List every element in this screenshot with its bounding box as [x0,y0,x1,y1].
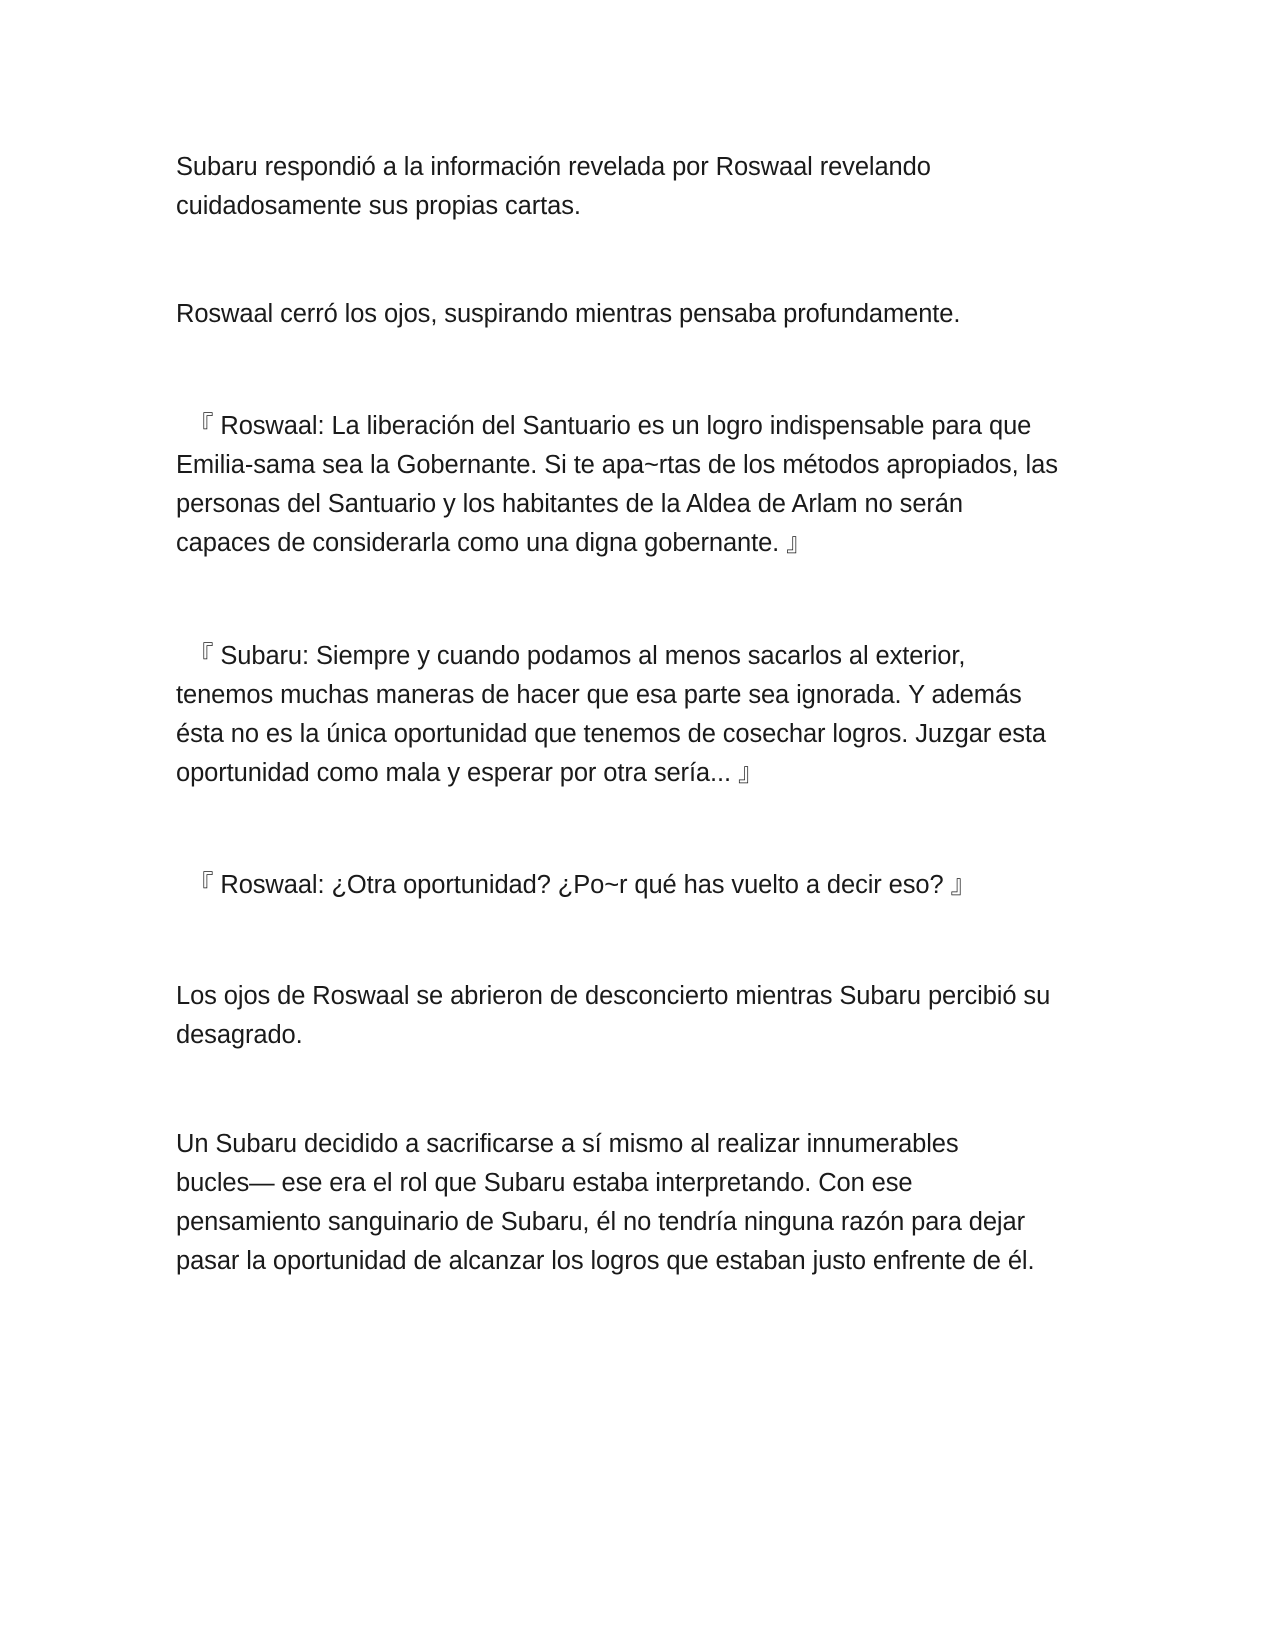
text-line: bucles— ese era el rol que Subaru estaba interpretando. Con ese [176,1169,913,1197]
paragraph-dialogue-roswaal-1 [176,407,1106,563]
text-line: 『 Subaru: Siempre y cuando podamos al menos sacarlos al exterior, [188,642,966,670]
text-line: personas del Santuario y los habitantes de la Aldea de Arlam no serán [176,490,963,518]
document-body [176,148,1106,1281]
text-line: Roswaal cerró los ojos, suspirando mientras pensaba profundamente. [176,300,961,328]
text-line: pensamiento sanguinario de Subaru, él no tendría ninguna razón para dejar [176,1208,1025,1236]
text-line: desagrado. [176,1021,303,1049]
text-line: capaces de considerarla como una digna gobernante. 』 [176,529,812,557]
paragraph-dialogue-subaru [176,637,1106,793]
paragraph-dialogue-roswaal-2 [176,866,1106,905]
text-line: 『 Roswaal: ¿Otra oportunidad? ¿Po~r qué has vuelto a decir eso? 』 [188,871,976,899]
text-line: pasar la oportunidad de alcanzar los logros que estaban justo enfrente de él. [176,1247,1035,1275]
text-line: cuidadosamente sus propias cartas. [176,192,581,220]
paragraph-narration-2 [176,295,1106,334]
paragraph-narration-1 [176,148,1106,226]
text-line: Subaru respondió a la información revelada por Roswaal revelando [176,153,931,181]
text-line: 『 Roswaal: La liberación del Santuario es un logro indispensable para que [188,412,1032,440]
text-line: oportunidad como mala y esperar por otra sería... 』 [176,759,764,787]
text-line: Los ojos de Roswaal se abrieron de desconcierto mientras Subaru percibió su [176,982,1051,1010]
text-line: Un Subaru decidido a sacrificarse a sí mismo al realizar innumerables [176,1130,959,1158]
text-line: tenemos muchas maneras de hacer que esa parte sea ignorada. Y además [176,681,1022,709]
paragraph-narration-3 [176,977,1106,1055]
text-line: Emilia-sama sea la Gobernante. Si te apa~rtas de los métodos apropiados, las [176,451,1058,479]
paragraph-narration-4 [176,1125,1106,1281]
text-line: ésta no es la única oportunidad que tenemos de cosechar logros. Juzgar esta [176,720,1046,748]
